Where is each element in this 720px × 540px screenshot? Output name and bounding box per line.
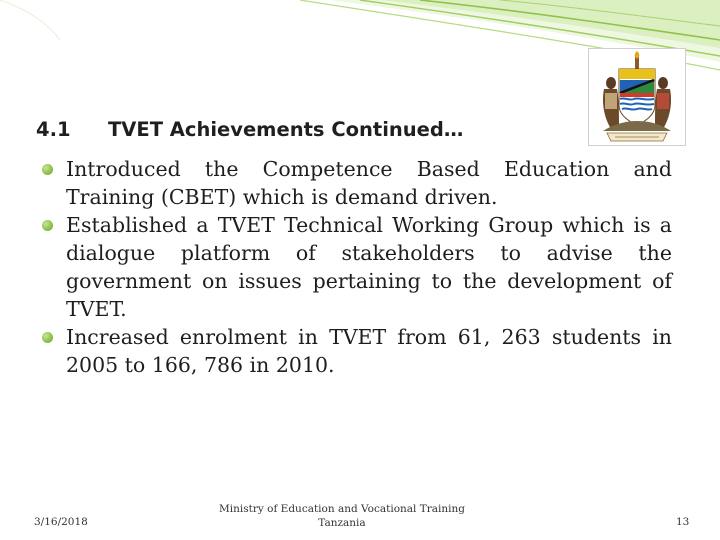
section-number: 4.1 bbox=[36, 118, 71, 141]
footer-org-line2: Tanzania bbox=[318, 517, 366, 529]
footer-organization bbox=[202, 502, 482, 530]
title-text: TVET Achievements Continued… bbox=[108, 118, 464, 141]
green-bullet-icon bbox=[42, 220, 53, 231]
slide-title bbox=[36, 118, 463, 141]
list-item bbox=[40, 323, 672, 379]
bullet-text: Established a TVET Technical Working Group which is a dialogue platform of stakeholders to advise the government on issues pertaining to the development of TVET. bbox=[66, 213, 672, 321]
bullet-text: Increased enrolment in TVET from 61, 263 students in 2005 to 166, 786 in 2010. bbox=[66, 325, 672, 377]
list-item bbox=[40, 155, 672, 211]
list-item bbox=[40, 211, 672, 323]
green-bullet-icon bbox=[42, 164, 53, 175]
footer-org-line1: Ministry of Education and Vocational Training bbox=[219, 503, 465, 515]
coat-of-arms-icon bbox=[588, 48, 686, 146]
bullet-list bbox=[40, 155, 672, 379]
page-number: 13 bbox=[676, 516, 690, 528]
bullet-text: Introduced the Competence Based Education and Training (CBET) which is demand driven. bbox=[66, 157, 672, 209]
green-bullet-icon bbox=[42, 332, 53, 343]
footer-date: 3/16/2018 bbox=[34, 516, 88, 528]
